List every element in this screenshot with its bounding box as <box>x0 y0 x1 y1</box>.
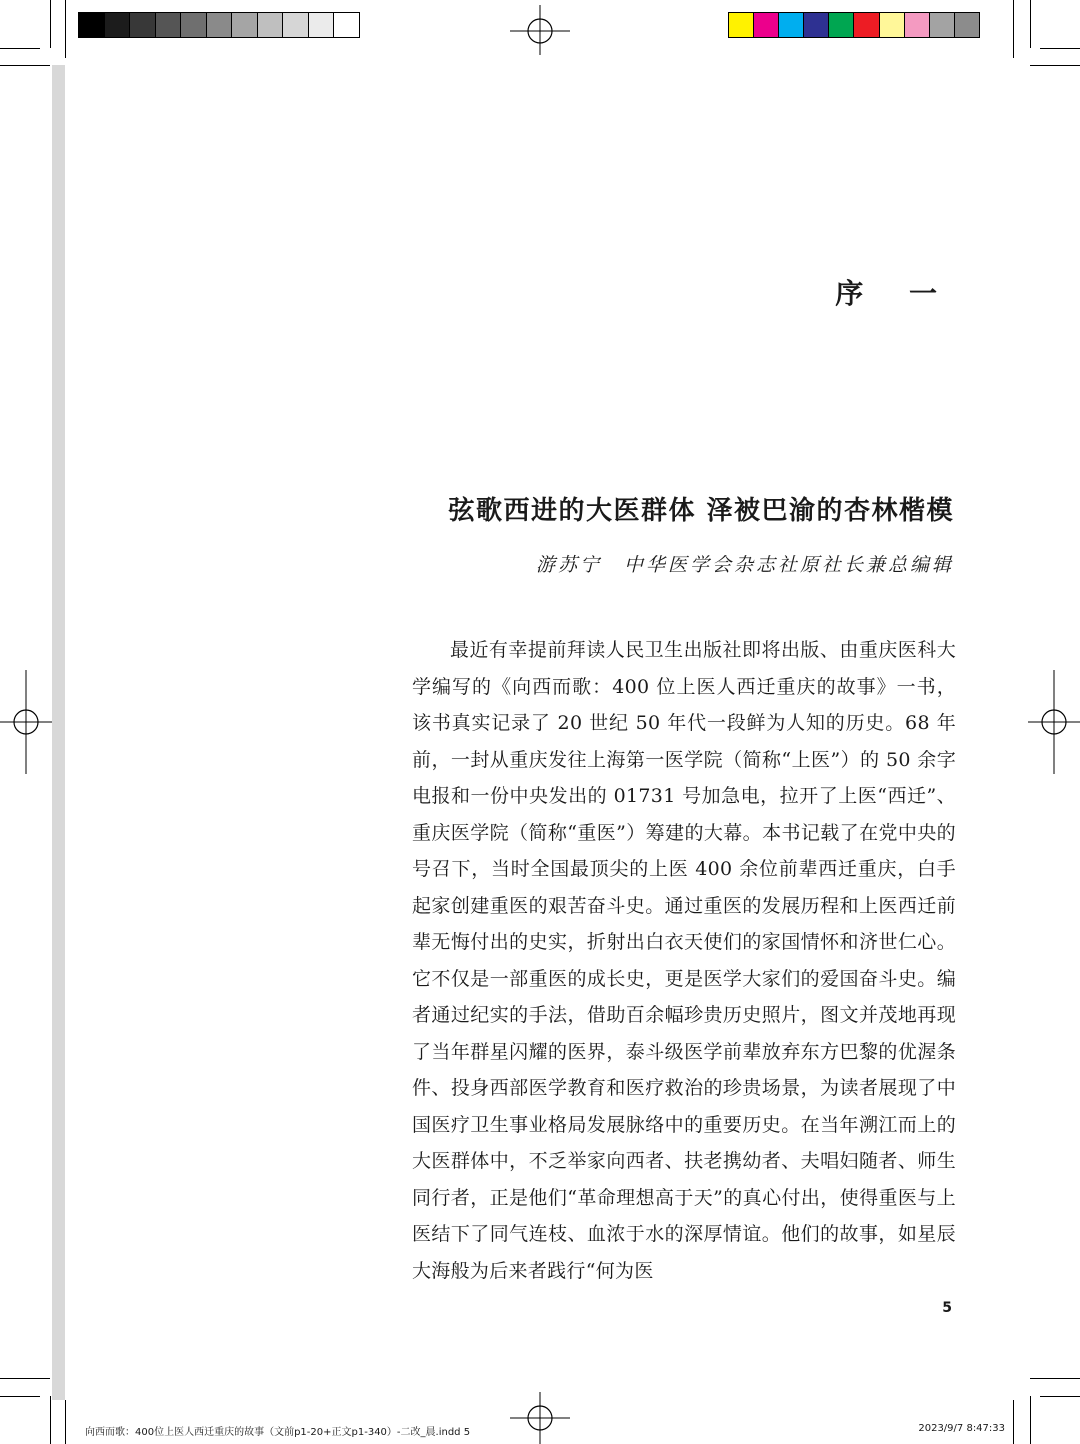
crop-mark-tl-h <box>0 65 50 66</box>
color-swatch-3 <box>779 13 804 37</box>
registration-mark-bottom-icon <box>510 1392 570 1444</box>
registration-mark-right-icon <box>1028 670 1080 774</box>
crop-mark-tl-v2 <box>50 0 51 48</box>
crop-mark-br-h2 <box>1040 1396 1080 1397</box>
registration-mark-top-icon <box>510 5 570 55</box>
author-title: 中华医学会杂志社原社长兼总编辑 <box>623 554 954 576</box>
color-calibration-bar <box>728 12 980 38</box>
gray-swatch-3 <box>130 13 156 37</box>
color-swatch-8 <box>905 13 930 37</box>
crop-mark-bl-v2 <box>50 1396 51 1444</box>
gray-swatch-10 <box>309 13 335 37</box>
registration-mark-left-icon <box>0 670 52 774</box>
color-swatch-7 <box>880 13 905 37</box>
crop-mark-bl-h2 <box>0 1396 40 1397</box>
crop-mark-tr-v <box>1013 0 1014 58</box>
color-swatch-1 <box>729 13 754 37</box>
binding-shade-bar <box>52 65 65 1400</box>
gray-swatch-5 <box>181 13 207 37</box>
gray-swatch-6 <box>207 13 233 37</box>
crop-mark-tl-v <box>65 0 66 58</box>
color-swatch-2 <box>754 13 779 37</box>
crop-mark-br-v2 <box>1030 1396 1031 1444</box>
gray-swatch-1 <box>79 13 105 37</box>
crop-mark-tr-h2 <box>1040 48 1080 49</box>
gray-swatch-7 <box>232 13 258 37</box>
byline <box>536 550 954 577</box>
crop-mark-bl-v <box>65 1400 66 1444</box>
crop-mark-br-v <box>1013 1400 1014 1444</box>
color-swatch-6 <box>854 13 879 37</box>
crop-mark-bl-h <box>0 1378 50 1379</box>
chapter-title: 序 一 <box>835 277 955 310</box>
gray-swatch-4 <box>156 13 182 37</box>
body-paragraph: 最近有幸提前拜读人民卫生出版社即将出版、由重庆医科大学编写的《向西而歌：400 位上医人西迁重庆的故事》一书，该书真实记录了 20 世纪 50 年代一段鲜为人知的历史。68 年前，一封从重庆发往上海第一医学院（简称“上医”）的 50 余字电报和一份中央发出的 01731 号加急电，拉开了上医“西迁”、重庆医学院（简称“重医”）筹建的大幕。本书记载了在党中央的号召下，当时全国最顶尖的上医 400 余位前辈西迁重庆，白手起家创建重医的艰苦奋斗史。通过重医的发展历程和上医西迁前辈无悔付出的史实，折射出白衣天使们的家国情怀和济世仁心。它不仅是一部重医的成长史，更是医学大家们的爱国奋斗史。编者通过纪实的手法，借助百余幅珍贵历史照片，图文并茂地再现了当年群星闪耀的医界，泰斗级医学前辈放弃东方巴黎的优渥条件、投身西部医学教育和医疗救治的珍贵场景，为读者展现了中国医疗卫生事业格局发展脉络中的重要历史。在当年溯江而上的大医群体中，不乏举家向西者、扶老携幼者、夫唱妇随者、师生同行者，正是他们“革命理想高于天”的真心付出，使得重医与上医结下了同气连枝、血浓于水的深厚情谊。他们的故事，如星辰大海般为后来者践行“何为医 <box>412 639 956 1282</box>
crop-mark-tl-h2 <box>0 48 40 49</box>
slug-timestamp: 2023/9/7 8:47:33 <box>918 1423 1005 1434</box>
page-number: 5 <box>942 1300 952 1316</box>
gray-swatch-11 <box>334 13 359 37</box>
color-swatch-5 <box>829 13 854 37</box>
color-swatch-10 <box>955 13 979 37</box>
slug-file-info: 向西而歌：400位上医人西迁重庆的故事（文前p1-20+正文p1-340）-二改_晨.indd 5 <box>85 1427 471 1438</box>
color-swatch-4 <box>804 13 829 37</box>
grayscale-calibration-bar <box>78 12 360 38</box>
essay-title: 弦歌西进的大医群体 泽被巴渝的杏林楷模 <box>448 496 954 526</box>
gray-swatch-9 <box>283 13 309 37</box>
crop-mark-br-h <box>1030 1378 1080 1379</box>
gray-swatch-8 <box>258 13 284 37</box>
crop-mark-tr-h <box>1030 65 1080 66</box>
crop-mark-tr-v2 <box>1030 0 1031 48</box>
color-swatch-9 <box>930 13 955 37</box>
author-name: 游苏宁 <box>535 554 602 576</box>
gray-swatch-2 <box>105 13 131 37</box>
